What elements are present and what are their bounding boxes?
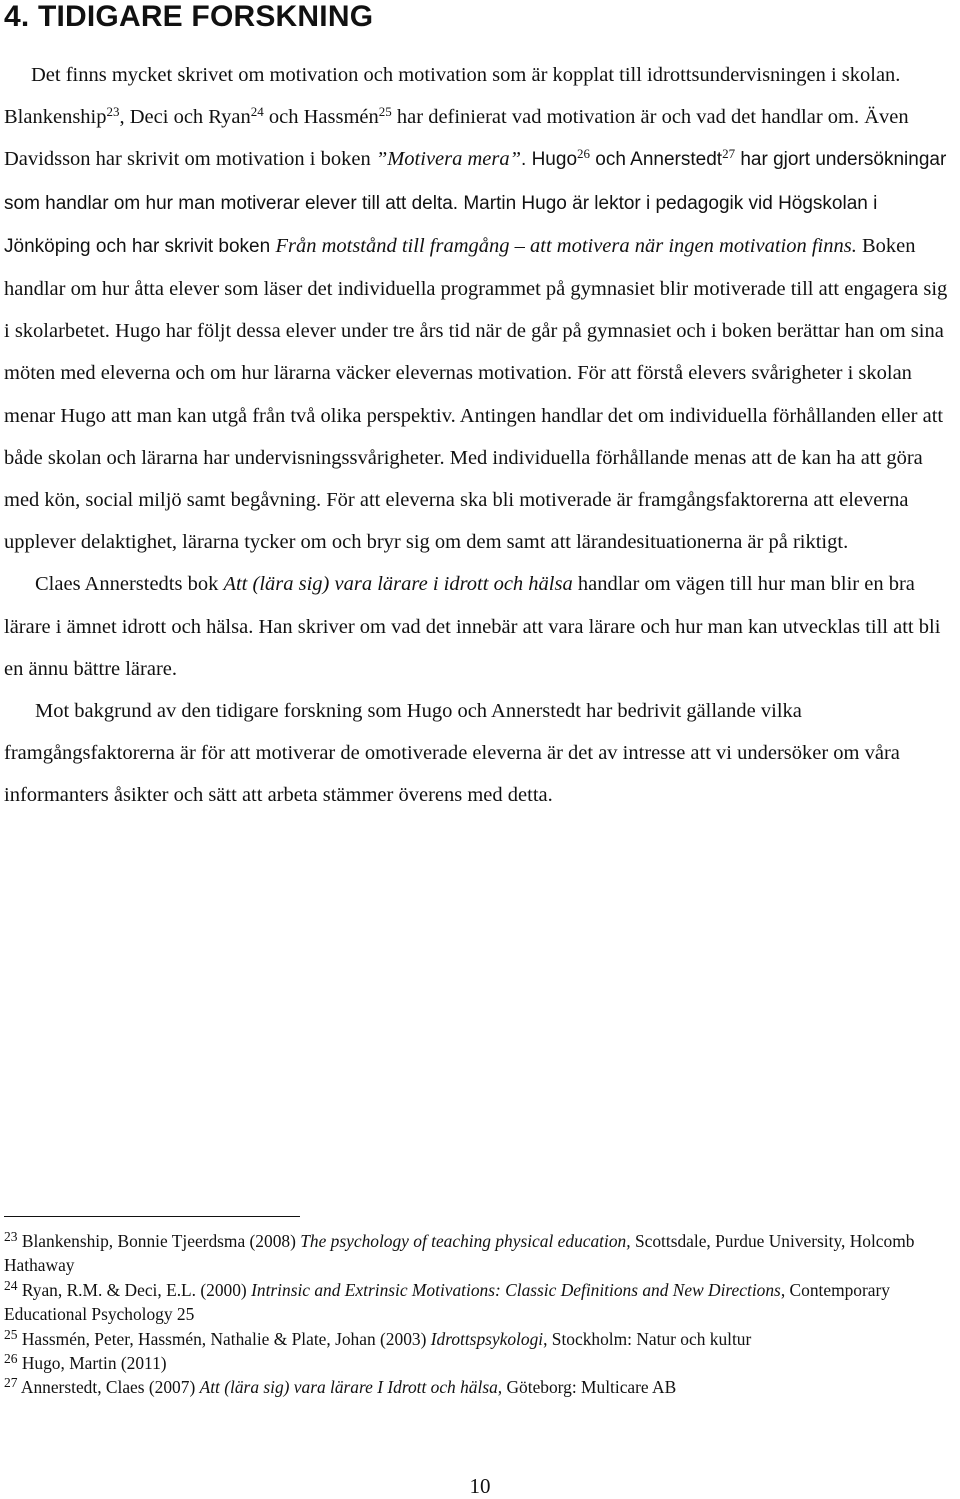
paragraph-1	[4, 54, 957, 563]
footnote-ref-23: 23	[106, 104, 120, 120]
footnote-number: 24	[4, 1277, 18, 1293]
text-span: handlar om vägen till hur man blir en bra lärare i ämnet idrott och hälsa. Han skriver om vad det innebär att vara lärare och hur man kan utvecklas till att bli en ännu bättre lärare.	[4, 573, 941, 680]
footnote-text: Hassmén, Peter, Hassmén, Nathalie & Plate, Johan (2003)	[21, 1328, 431, 1349]
book-title-motivera-mera: ”Motivera mera”	[375, 148, 522, 171]
text-span: Det finns mycket skrivet om motivation och motivation som är kopplat till idrottsundervisningen i skolan. Blankenship	[4, 64, 901, 129]
footnote-ref-26: 26	[577, 146, 591, 162]
text-span: , Deci och Ryan	[119, 106, 251, 129]
footnote-text: Blankenship, Bonnie Tjeerdsma (2008)	[21, 1231, 301, 1251]
section-heading: 4. TIDIGARE FORSKNING	[4, 0, 374, 33]
footnote-number: 23	[4, 1229, 18, 1244]
footnote-number: 27	[4, 1375, 18, 1391]
footnote-26	[4, 1351, 944, 1375]
footnote-text: Annerstedt, Claes (2007)	[20, 1377, 200, 1398]
text-span: har gjort undersökningar som handlar om hur man motiverar elever till att delta. Martin Hugo är lektor i pedagogik vid Högskolan i Jönköping och har skrivit boken	[4, 149, 947, 257]
footnote-ref-24: 24	[250, 104, 264, 120]
footnotes	[4, 1229, 944, 1400]
footnote-title: The psychology of teaching physical education,	[300, 1231, 631, 1251]
text-span: och Hassmén	[263, 106, 379, 129]
footnote-24	[4, 1278, 944, 1327]
text-span: Boken handlar om hur åtta elever som läser det individuella programmet på gymnasiet blir motiverade till att engagera sig i skolarbetet. Hugo har följt dessa elever under tre års tid när de går på gymnasiet och i boken berättar han om sina möten med eleverna och om hur lärarna väcker elevernas motivation. För att förstå elevers svårigheter i skolan menar Hugo att man kan utgå från två olika perspektiv. Antingen handlar det om individuella förhållanden eller att både skolan och lärarna har undervisningssvårigheter. Med individuella förhållande menas att de kan ha att göra med kön, social miljö samt begåvning. För att eleverna ska bli motiverade är framgångsfaktorerna att eleverna upplever delaktighet, lärarna tycker om och bryr sig om dem samt att lärandesituationerna är på riktigt.	[4, 234, 948, 554]
footnote-title: Intrinsic and Extrinsic Motivations: Classic Definitions and New Directions	[251, 1279, 781, 1300]
footnote-title: Att (lära sig) vara lärare I Idrott och hälsa,	[199, 1377, 503, 1398]
footnote-separator	[4, 1216, 300, 1217]
paragraph-2	[4, 563, 957, 690]
footnote-ref-27: 27	[722, 146, 736, 162]
text-span: och Annerstedt	[590, 149, 723, 171]
footnote-text: Hugo, Martin (2011)	[21, 1353, 167, 1374]
footnote-number: 26	[4, 1351, 18, 1367]
text-span: . Hugo	[521, 149, 578, 171]
footnote-number: 25	[4, 1326, 18, 1342]
footnote-text: Ryan, R.M. & Deci, E.L. (2000)	[21, 1279, 252, 1300]
paragraph-3: Mot bakgrund av den tidigare forskning som Hugo och Annerstedt har bedrivit gällande vilka framgångsfaktorerna är för att motiverar de omotiverade eleverna är det av intresse att vi undersöker om våra informanters åsikter och sätt att arbeta stämmer överens med detta.	[4, 700, 900, 807]
footnote-text: , Contemporary Educational Psychology 25	[4, 1279, 890, 1325]
text-span: har definierat vad motivation är och vad det handlar om. Även Davidsson har skrivit om motivation i boken	[4, 106, 909, 171]
footnote-27	[4, 1375, 944, 1399]
page-number: 10	[469, 1474, 491, 1498]
footnote-ref-25: 25	[378, 104, 392, 120]
footnote-23	[4, 1229, 944, 1278]
footnote-title: Idrottspsykologi	[430, 1328, 544, 1349]
footnote-text: , Stockholm: Natur och kultur	[543, 1328, 752, 1349]
book-title-fran-motstand: Från motstånd till framgång – att motivera när ingen motivation finns.	[275, 234, 857, 257]
book-title-annerstedt: Att (lära sig) vara lärare i idrott och hälsa	[223, 573, 573, 596]
footnote-text: Scottsdale, Purdue University, Holcomb Hathaway	[4, 1231, 915, 1276]
text-span: Claes Annerstedts bok	[35, 573, 224, 596]
body-text	[4, 54, 957, 817]
footnote-25	[4, 1327, 944, 1351]
footnote-text: Göteborg: Multicare AB	[502, 1377, 677, 1398]
